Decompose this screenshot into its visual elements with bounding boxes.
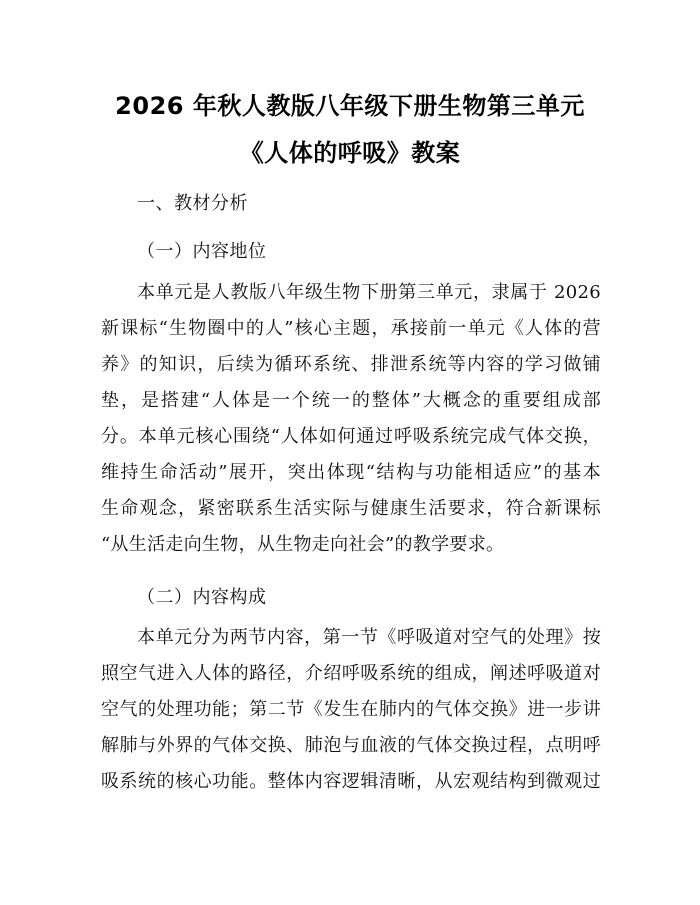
paragraph-line: 垫，是搭建“人体是一个统一的整体”大概念的重要组成部 bbox=[101, 390, 601, 411]
subsection-heading-content-position: （一）内容地位 bbox=[137, 241, 267, 262]
paragraph-line: 本单元分为两节内容，第一节《呼吸道对空气的处理》按 bbox=[137, 627, 601, 648]
paragraph-line: 空气的处理功能；第二节《发生在肺内的气体交换》进一步讲 bbox=[101, 699, 601, 720]
paragraph-line: 新课标“生物圈中的人”核心主题，承接前一单元《人体的营 bbox=[101, 318, 601, 339]
subsection-heading-content-composition: （二）内容构成 bbox=[137, 587, 267, 608]
paragraph-line: 分。本单元核心围绕“人体如何通过呼吸系统完成气体交换， bbox=[101, 426, 601, 447]
paragraph-line: 本单元是人教版八年级生物下册第三单元，隶属于 2026 bbox=[137, 282, 601, 303]
paragraph-line: 照空气进入人体的路径，介绍呼吸系统的组成，阐述呼吸道对 bbox=[101, 663, 601, 684]
paragraph-line: 养》的知识，后续为循环系统、排泄系统等内容的学习做铺 bbox=[101, 354, 601, 375]
paragraph-line: 吸系统的核心功能。整体内容逻辑清晰，从宏观结构到微观过 bbox=[101, 771, 601, 792]
document-title-line-1: 2026 年秋人教版八年级下册生物第三单元 bbox=[115, 92, 585, 120]
paragraph-line: “从生活走向生物，从生物走向社会”的教学要求。 bbox=[101, 534, 505, 555]
document-title-line-2: 《人体的呼吸》教案 bbox=[239, 139, 461, 167]
section-heading-textbook-analysis: 一、教材分析 bbox=[137, 193, 248, 214]
paragraph-line: 生命观念，紧密联系生活实际与健康生活要求，符合新课标 bbox=[101, 498, 601, 519]
paragraph-line: 维持生命活动”展开，突出体现“结构与功能相适应”的基本 bbox=[101, 462, 601, 483]
paragraph-line: 解肺与外界的气体交换、肺泡与血液的气体交换过程，点明呼 bbox=[101, 735, 601, 756]
